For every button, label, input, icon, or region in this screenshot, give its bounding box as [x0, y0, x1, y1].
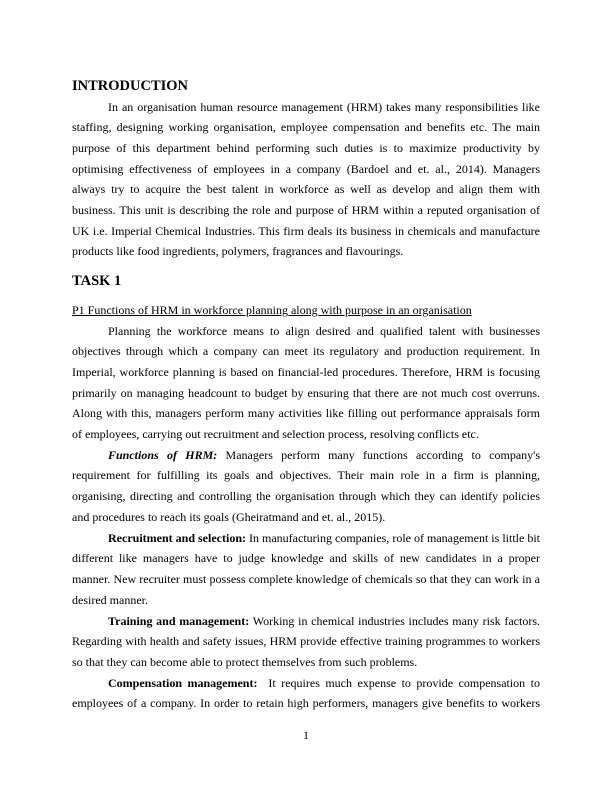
training-text: Working in chemical industries includes many risk factors. Regarding with health and safety issues, HRM provide effective training programmes to workers so that they can become able to protect themselves from such problems. [72, 613, 540, 669]
recruitment-text: In manufacturing companies, role of management is little bit different like managers have to judge knowledge and skills of new candidates in a proper manner. New recruiter must possess complete knowledge of chemicals so that they can work in a desired manner. [72, 530, 540, 607]
intro-heading: INTRODUCTION [72, 78, 189, 94]
functions-text: Managers perform many functions according to company's requirement for fulfilling its goals and objectives. Their main role in a firm is planning, organising, directing and controlling the organisation through which they can identify policies and procedures to reach its goals (Gheiratmand and et. al., 2015). [72, 447, 540, 524]
functions-paragraph [72, 445, 540, 528]
compensation-paragraph [72, 673, 543, 714]
compensation-text: It requires much expense to provide compensation to employees of a company. In order to retain high performers, managers give benefits to workers [72, 675, 543, 711]
page-number: 1 [303, 728, 309, 742]
training-label: Training and management: [108, 613, 250, 628]
training-paragraph [72, 611, 540, 673]
intro-paragraph: In an organisation human resource management (HRM) takes many responsibilities like staffing, designing working organisation, employee compensation and benefits etc. The main purpose of this department behind performing such duties is to maximize productivity by optimising effectiveness of employees in a company (Bardoel and et. al., 2014). Managers always try to acquire the best talent in workforce as well as develop and align them with business. This unit is describing the role and purpose of HRM within a reputed organisation of UK i.e. Imperial Chemical Industries. This firm deals its business in chemicals and manufacture products like food ingredients, polymers, fragrances and flavourings. [72, 99, 540, 259]
task1-heading: TASK 1 [72, 273, 122, 289]
recruitment-label: Recruitment and selection: [108, 530, 246, 545]
planning-paragraph: Planning the workforce means to align desired and qualified talent with businesses objectives through which a company can meet its regulatory and production requirement. In Imperial, workforce planning is based on financial-led procedures. Therefore, HRM is focusing primarily on managing headcount to budget by ensuring that there are not much cost overruns. Along with this, managers perform many activities like filling out performance appraisals form of employees, carrying out recruitment and selection process, resolving conflicts etc. [72, 323, 540, 442]
p1-subheading: P1 Functions of HRM in workforce planning along with purpose in an organisation [72, 303, 472, 317]
recruitment-paragraph [72, 528, 540, 611]
functions-label: Functions of HRM: [108, 447, 218, 462]
compensation-label: Compensation management: [108, 675, 258, 690]
